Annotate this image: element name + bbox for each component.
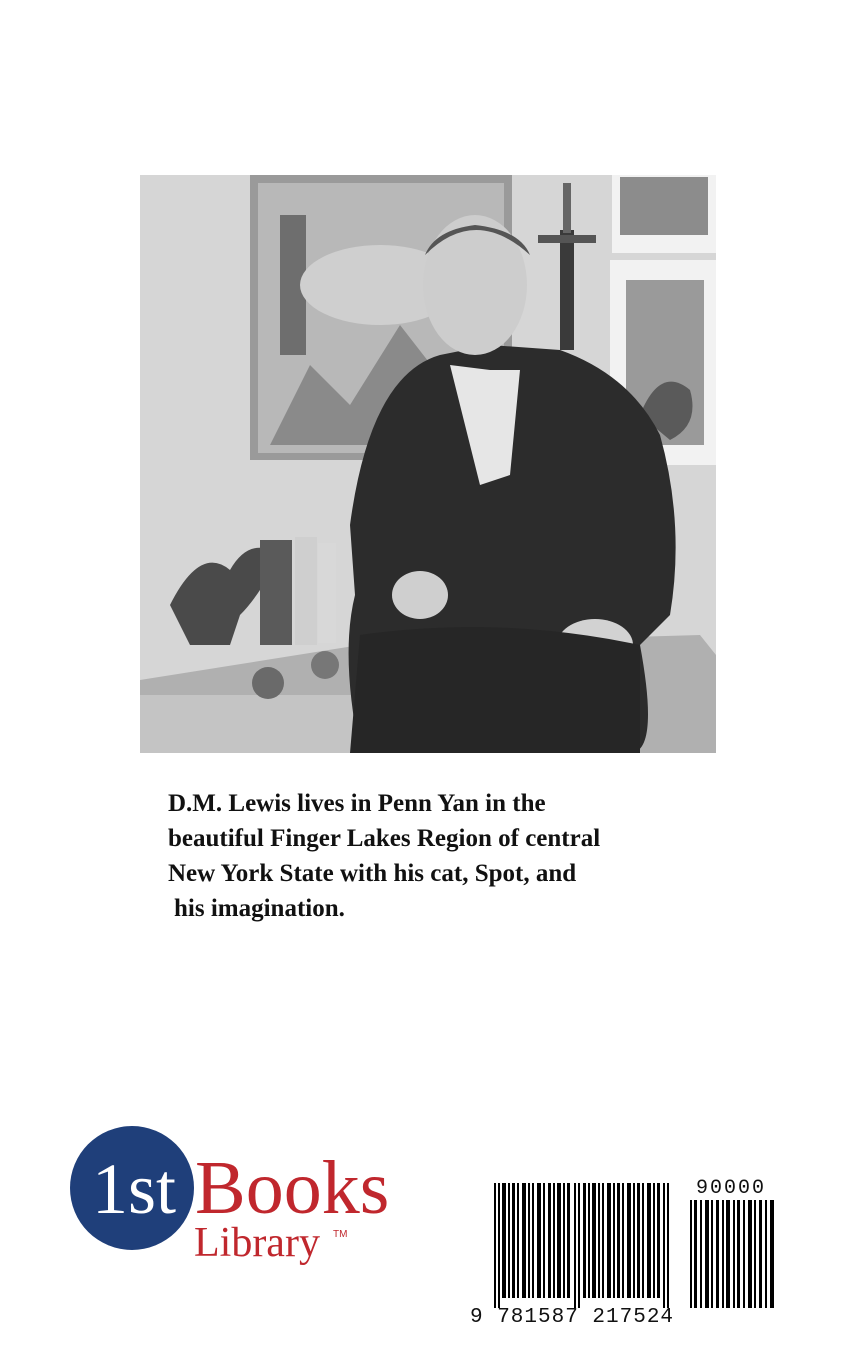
main-barcode-bars <box>494 1183 669 1308</box>
bio-line-1: D.M. Lewis lives in Penn Yan in the <box>168 790 546 817</box>
bio-line-3: New York State with his cat, Spot, and <box>168 860 577 887</box>
author-photo <box>140 175 716 753</box>
logo-numeral: 1st <box>92 1149 177 1229</box>
logo-word-books: Books <box>195 1146 390 1230</box>
logo-word-library: Library <box>194 1220 320 1266</box>
isbn-digits: 9 781587 217524 <box>470 1306 675 1329</box>
author-bio <box>168 786 676 926</box>
addon-barcode-bars <box>690 1200 776 1308</box>
publisher-logo <box>70 1125 410 1270</box>
addon-digits: 90000 <box>696 1177 767 1200</box>
isbn-barcode <box>470 1175 780 1335</box>
logo-trademark: TM <box>333 1229 348 1240</box>
bio-line-2: beautiful Finger Lakes Region of central <box>168 825 601 852</box>
bio-line-4: his imagination. <box>174 895 345 922</box>
